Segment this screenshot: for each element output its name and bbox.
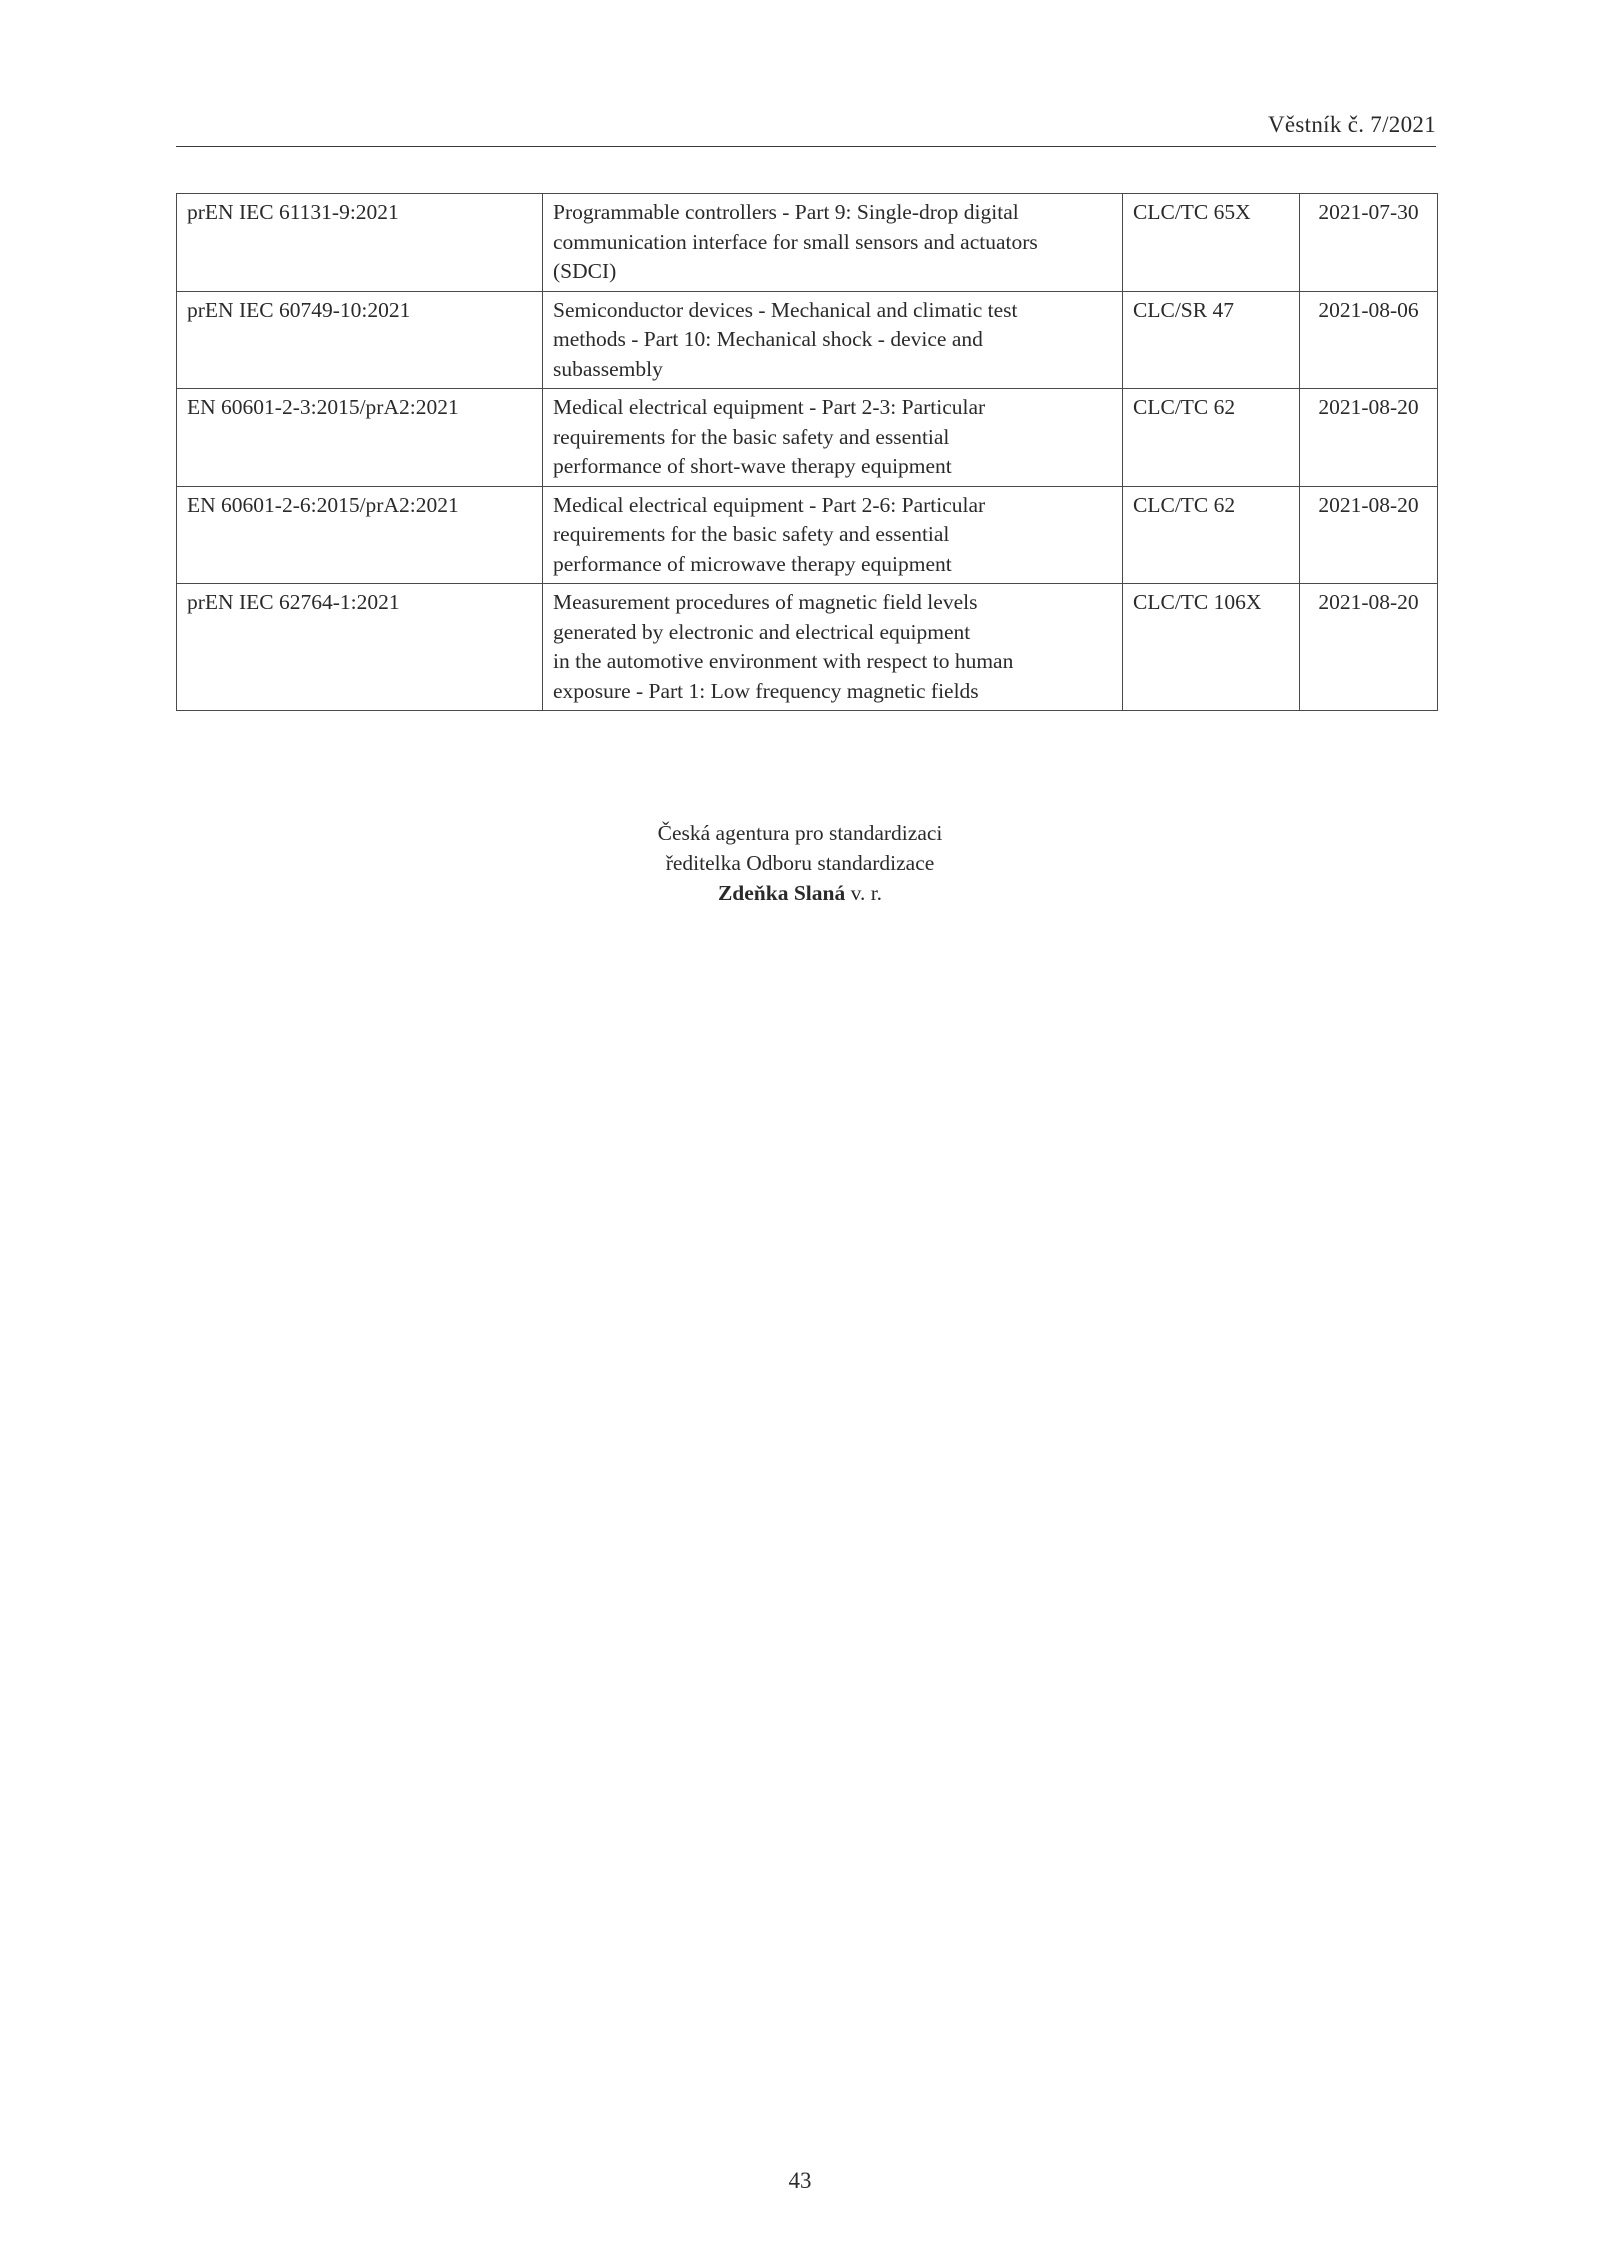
table-row <box>177 584 1438 711</box>
technical-committee: CLC/TC 106X <box>1123 584 1300 711</box>
technical-committee: CLC/SR 47 <box>1123 291 1300 389</box>
technical-committee: CLC/TC 65X <box>1123 194 1300 292</box>
standard-code: EN 60601-2-6:2015/prA2:2021 <box>177 486 543 584</box>
table-row <box>177 389 1438 487</box>
standard-code: prEN IEC 62764-1:2021 <box>177 584 543 711</box>
technical-committee: CLC/TC 62 <box>1123 389 1300 487</box>
deadline-date: 2021-08-20 <box>1300 486 1438 584</box>
standard-title: Programmable controllers - Part 9: Single-drop digital communication interface for small sensors and actuators (SDCI) <box>543 194 1123 292</box>
page-number: 43 <box>788 2168 812 2193</box>
table-row <box>177 194 1438 292</box>
standard-code: EN 60601-2-3:2015/prA2:2021 <box>177 389 543 487</box>
deadline-date: 2021-07-30 <box>1300 194 1438 292</box>
standard-title: Measurement procedures of magnetic field levels generated by electronic and electrical equipment in the automotive environment with respect to human exposure - Part 1: Low frequency magnetic fields <box>543 584 1123 711</box>
signature-block <box>0 818 1600 908</box>
signatory-name: Zdeňka Slaná <box>717 881 846 905</box>
deadline-date: 2021-08-06 <box>1300 291 1438 389</box>
bulletin-title: Věstník č. 7/2021 <box>1268 112 1436 137</box>
standard-code: prEN IEC 61131-9:2021 <box>177 194 543 292</box>
page-header <box>176 110 1436 147</box>
standard-code: prEN IEC 60749-10:2021 <box>177 291 543 389</box>
technical-committee: CLC/TC 62 <box>1123 486 1300 584</box>
table-row <box>177 486 1438 584</box>
deadline-date: 2021-08-20 <box>1300 584 1438 711</box>
table-row <box>177 291 1438 389</box>
signatory-line <box>0 878 1600 908</box>
standard-title: Medical electrical equipment - Part 2-6: Particular requirements for the basic safety and essential performance of microwave therapy equipment <box>543 486 1123 584</box>
standards-table <box>176 193 1438 711</box>
standard-title: Semiconductor devices - Mechanical and climatic test methods - Part 10: Mechanical shock - device and subassembly <box>543 291 1123 389</box>
signatory-role: ředitelka Odboru standardizace <box>665 851 935 875</box>
standard-title: Medical electrical equipment - Part 2-3: Particular requirements for the basic safety and essential performance of short-wave therapy equipment <box>543 389 1123 487</box>
signature-suffix: v. r. <box>850 881 883 905</box>
deadline-date: 2021-08-20 <box>1300 389 1438 487</box>
agency-name: Česká agentura pro standardizaci <box>657 821 943 845</box>
